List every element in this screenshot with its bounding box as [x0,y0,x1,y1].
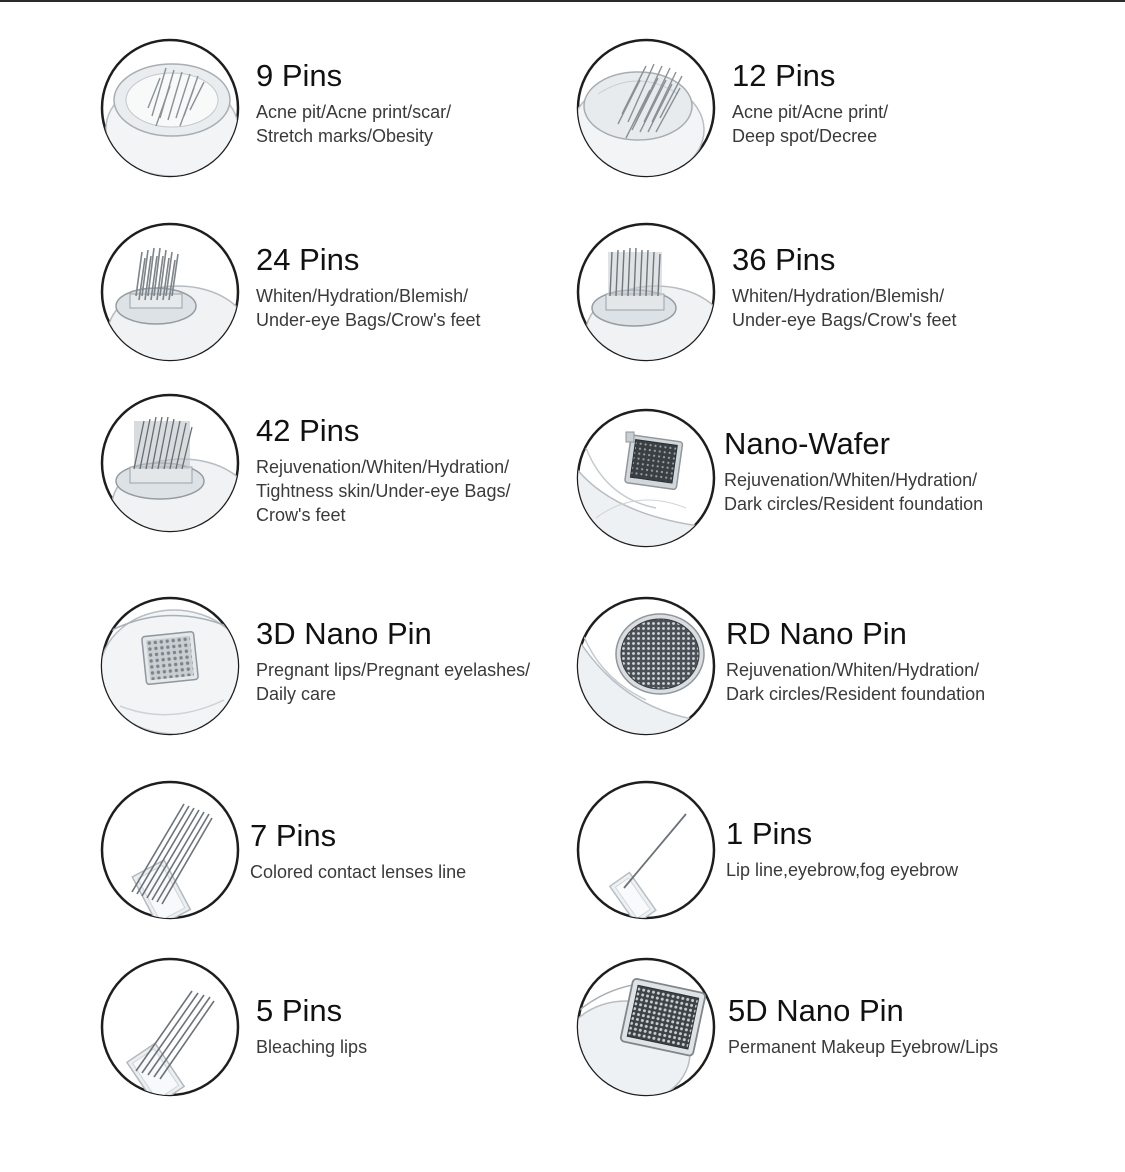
description-line: Dark circles/Resident foundation [724,494,984,514]
product-text [732,242,1052,332]
product-text [732,58,1052,148]
product-description [732,284,1052,332]
description-line: Dark circles/Resident foundation [726,684,986,704]
product-24-pins [100,222,570,372]
product-3d-nano-pin [100,596,570,746]
needle-cartridge-12-pins-icon [576,38,716,178]
product-description [724,468,1044,516]
description-line: Whiten/Hydration/Blemish/ [732,286,945,306]
product-description [728,1035,1048,1059]
product-9-pins [100,38,570,188]
product-title: 5D Nano Pin [728,993,904,1028]
product-title: 12 Pins [732,58,836,93]
7-pins-needle-icon [100,780,240,920]
rd-nano-pin-cartridge-icon [576,596,716,736]
product-nano-wafer [576,408,1046,558]
product-title: 42 Pins [256,413,360,448]
description-line: Permanent Makeup Eyebrow/Lips [728,1037,999,1057]
product-description [256,455,576,527]
product-description [256,1035,576,1059]
description-line: Rejuvenation/Whiten/Hydration/ [256,457,510,477]
product-title: 36 Pins [732,242,836,277]
description-line: Under-eye Bags/Crow's feet [256,310,481,330]
product-title: 7 Pins [250,818,337,853]
description-line: Whiten/Hydration/Blemish/ [256,286,469,306]
needle-cartridge-36-pins-icon [576,222,716,362]
product-text [256,58,576,148]
product-42-pins [100,393,570,543]
product-5d-nano-pin [576,957,1046,1107]
product-title: RD Nano Pin [726,616,907,651]
needle-cartridge-9-pins-icon [100,38,240,178]
product-12-pins [576,38,1046,188]
description-line: Daily care [256,684,337,704]
product-text [256,993,576,1059]
product-title: 24 Pins [256,242,360,277]
description-line: Bleaching lips [256,1037,368,1057]
description-line: Under-eye Bags/Crow's feet [732,310,957,330]
product-text [250,818,570,884]
description-line: Rejuvenation/Whiten/Hydration/ [724,470,978,490]
nano-wafer-cartridge-icon [576,408,716,548]
product-5-pins [100,957,570,1107]
product-title: Nano-Wafer [724,426,890,461]
product-36-pins [576,222,1046,372]
product-7-pins [100,780,570,930]
description-line: Deep spot/Decree [732,126,878,146]
description-line: Colored contact lenses line [250,862,467,882]
description-line: Acne pit/Acne print/ [732,102,889,122]
product-title: 9 Pins [256,58,343,93]
product-description [726,858,1046,882]
product-description [256,284,576,332]
1-pin-needle-icon [576,780,716,920]
product-text [724,426,1044,516]
product-description [250,860,570,884]
description-line: Acne pit/Acne print/scar/ [256,102,452,122]
description-line: Pregnant lips/Pregnant eyelashes/ [256,660,531,680]
5d-nano-pin-cartridge-icon [576,957,716,1097]
description-line: Crow's feet [256,505,346,525]
5-pins-needle-icon [100,957,240,1097]
product-title: 5 Pins [256,993,343,1028]
product-rd-nano-pin [576,596,1046,746]
product-text [726,816,1046,882]
3d-nano-pin-cartridge-icon [100,596,240,736]
product-text [256,413,576,527]
product-1-pins [576,780,1046,930]
description-line: Rejuvenation/Whiten/Hydration/ [726,660,980,680]
product-description [732,100,1052,148]
product-text [728,993,1048,1059]
product-text [256,242,576,332]
description-line: Stretch marks/Obesity [256,126,434,146]
top-divider [0,0,1125,2]
product-description [726,658,1046,706]
product-text [256,616,576,706]
description-line: Lip line,eyebrow,fog eyebrow [726,860,959,880]
description-line: Tightness skin/Under-eye Bags/ [256,481,511,501]
product-description [256,100,576,148]
needle-cartridge-42-pins-icon [100,393,240,533]
product-text [726,616,1046,706]
product-description [256,658,576,706]
needle-cartridge-24-pins-icon [100,222,240,362]
product-title: 1 Pins [726,816,813,851]
product-title: 3D Nano Pin [256,616,432,651]
